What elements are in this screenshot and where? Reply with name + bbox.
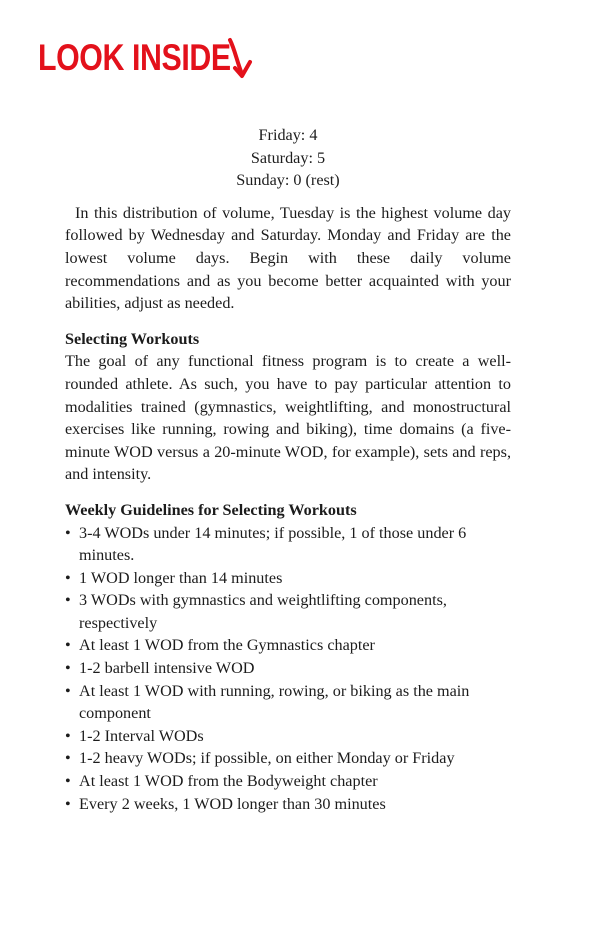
schedule-line-sunday: Sunday: 0 (rest) — [236, 171, 340, 190]
weekly-guidelines-heading: Weekly Guidelines for Selecting Workouts — [65, 500, 357, 519]
list-item-text: At least 1 WOD with running, rowing, or biking as the main component — [79, 681, 470, 723]
bullet-icon: • — [65, 523, 71, 542]
look-inside-label: LOOK INSIDE — [38, 37, 231, 78]
list-item-text: Every 2 weeks, 1 WOD longer than 30 minutes — [79, 794, 386, 813]
list-item — [65, 680, 511, 725]
list-item-text: 3-4 WODs under 14 minutes; if possible, 1 of those under 6 minutes. — [79, 523, 467, 565]
bullet-icon: • — [65, 794, 71, 813]
list-item — [65, 725, 511, 748]
list-item — [65, 567, 511, 590]
bullet-icon: • — [65, 749, 71, 768]
list-item-text: 1-2 barbell intensive WOD — [79, 659, 255, 678]
schedule-line-saturday: Saturday: 5 — [250, 148, 326, 167]
look-inside-banner — [38, 36, 273, 84]
selecting-workouts-heading: Selecting Workouts — [65, 329, 200, 348]
selecting-workouts-section — [65, 328, 511, 486]
list-item-text: 1 WOD longer than 14 minutes — [79, 568, 283, 587]
bullet-icon: • — [65, 772, 71, 791]
list-item — [65, 793, 511, 816]
bullet-icon: • — [65, 659, 71, 678]
list-item — [65, 747, 511, 770]
selecting-workouts-body: The goal of any functional fitness program is to create a well-rounded athlete. As such, you have to pay particular attention to modalities trained (gymnastics, weightlifting, and monostructural exercises like running, rowing and biking), time domains (a five-minute WOD versus a 20-minute WOD, for example), sets and reps, and intensity. — [65, 352, 511, 484]
list-item-text: 3 WODs with gymnastics and weightlifting components, respectively — [79, 591, 447, 632]
bullet-icon: • — [65, 591, 71, 610]
list-item-text: At least 1 WOD from the Gymnastics chapter — [79, 636, 375, 655]
curved-arrow-down-icon — [214, 36, 266, 82]
bullet-icon: • — [65, 636, 71, 655]
list-item-text: 1-2 Interval WODs — [79, 726, 204, 745]
list-item — [65, 522, 511, 567]
bullet-icon: • — [65, 681, 71, 700]
schedule-line-friday: Friday: 4 — [258, 126, 318, 144]
list-item — [65, 770, 511, 793]
list-item-text: 1-2 heavy WODs; if possible, on either Monday or Friday — [79, 749, 455, 768]
bullet-icon: • — [65, 726, 71, 745]
list-item — [65, 634, 511, 657]
bullet-icon: • — [65, 568, 71, 587]
list-item-text: At least 1 WOD from the Bodyweight chapter — [79, 772, 378, 791]
list-item — [65, 589, 511, 634]
intro-paragraph: In this distribution of volume, Tuesday is the highest volume day followed by Wednesday and Saturday. Monday and Friday are the lowest volume days. Begin with these daily volume recommendations and as you become better acquainted with your abilities, adjust as needed. — [65, 203, 511, 313]
list-item — [65, 657, 511, 680]
weekly-guidelines-section — [65, 499, 511, 815]
book-page — [65, 124, 511, 815]
volume-schedule — [65, 124, 511, 192]
guidelines-list — [65, 522, 511, 816]
